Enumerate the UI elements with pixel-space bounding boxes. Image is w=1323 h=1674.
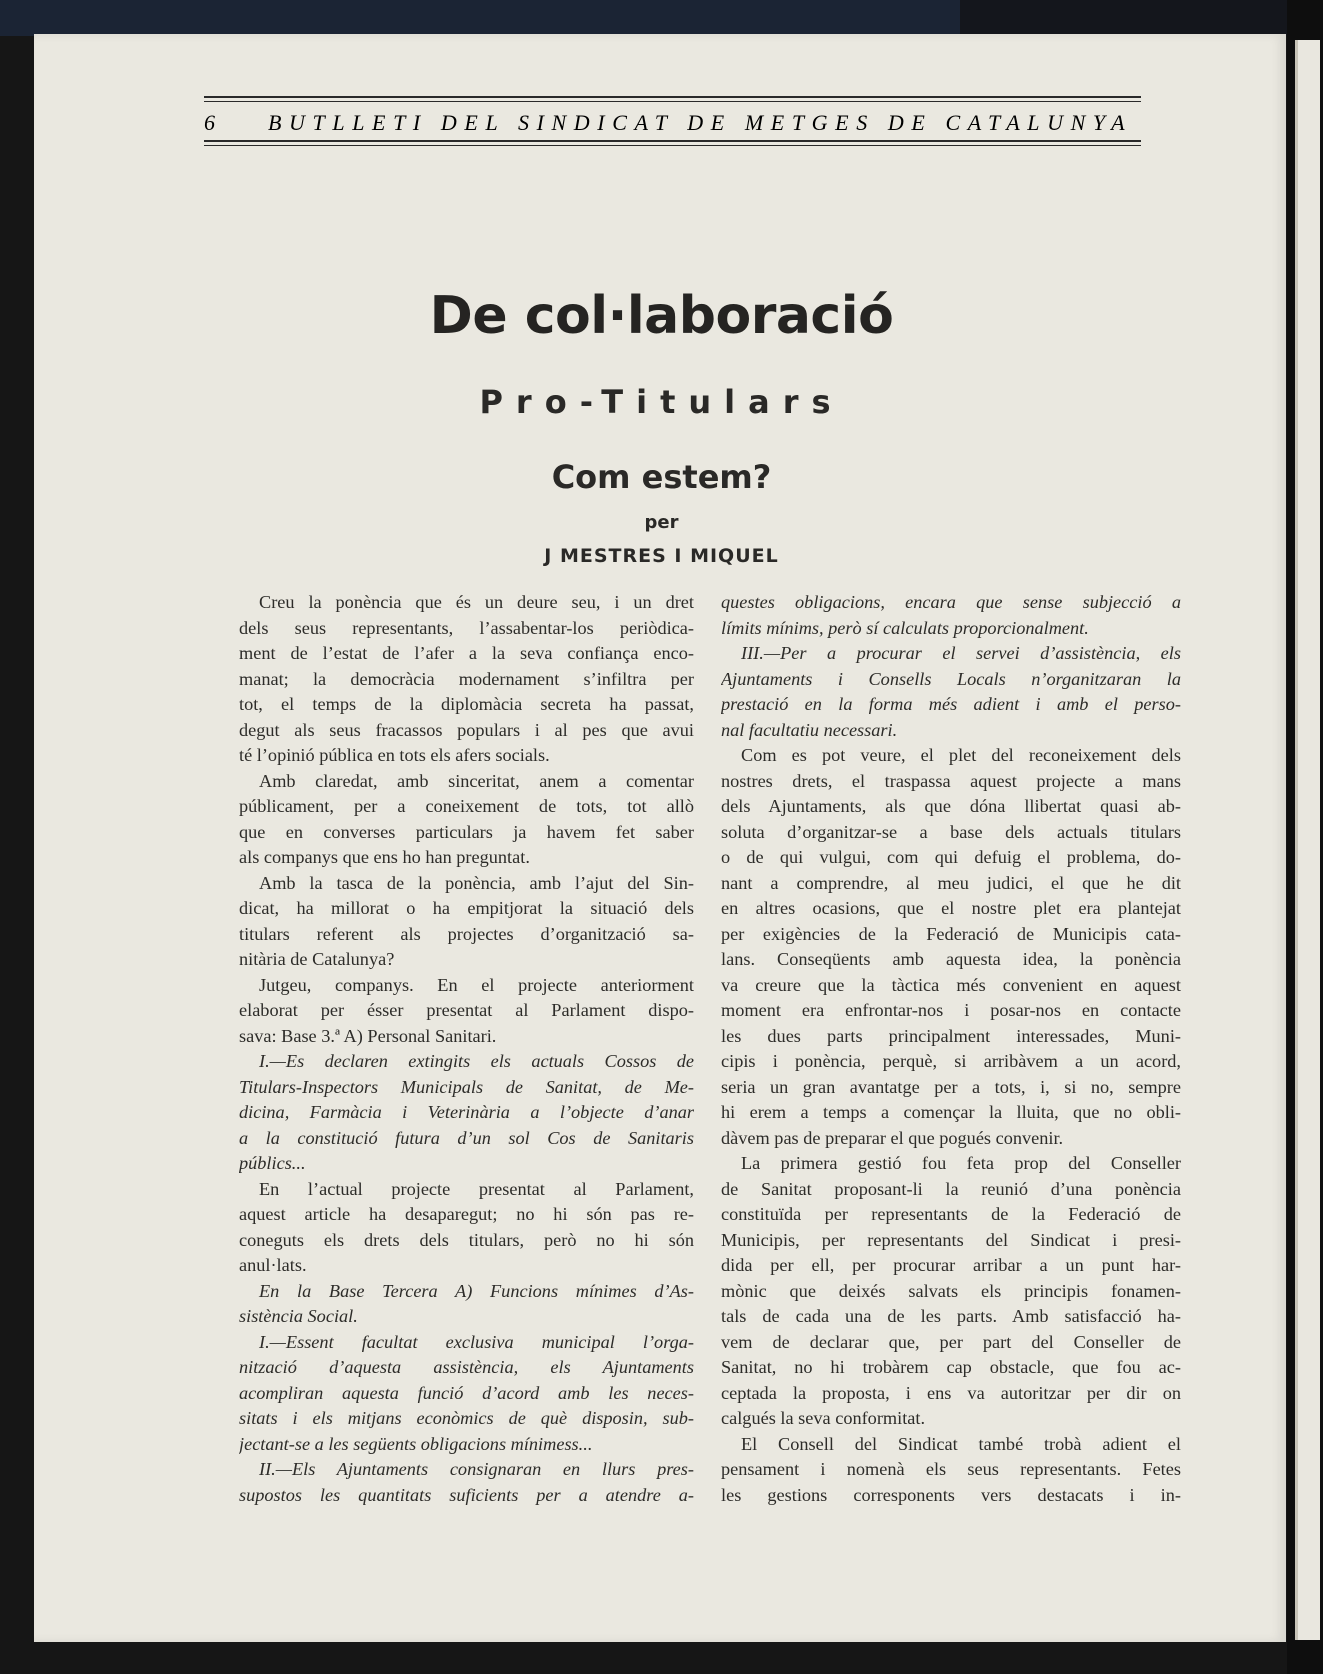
text-line: dicina, Farmàcia i Veterinària a l’objecte d’anar [239, 1102, 694, 1122]
journal-title: BUTLLETI DEL SINDICAT DE METGES DE CATALUNYA [268, 110, 1133, 135]
text-line: pensament i nomenà els seus representants. Fetes [721, 1459, 1181, 1479]
scan-cover-strip [0, 0, 960, 36]
text-line: dicat, ha millorat o ha empitjorat la situació dels [239, 898, 694, 918]
byline-prefix: per [644, 512, 679, 533]
text-line: Jutgeu, companys. En el projecte anteriorment [259, 974, 694, 995]
text-line: I.—Essent facultat exclusiva municipal l’orga- [259, 1331, 694, 1352]
text-line: té l’opinió pública en tots els afers socials. [239, 745, 550, 765]
text-line: constituïda per representants de la Federació de [721, 1204, 1181, 1224]
text-line: les dues parts principalment interessades, Muni- [721, 1025, 1181, 1046]
text-line: Titulars-Inspectors Municipals de Sanitat, de Me- [239, 1076, 694, 1097]
text-line: dels Ajuntaments, als que dóna llibertat quasi ab- [721, 796, 1181, 816]
text-line: dels seus representants, l’assabentar-los periòdica- [239, 617, 694, 638]
author-name: J MESTRES I MIQUEL [544, 545, 779, 567]
text-line: III.—Per a procurar el servei d’assistència, els [741, 643, 1181, 663]
page-number: 6 [204, 110, 215, 135]
text-line: acompliran aquesta funció d’acord amb les neces- [239, 1382, 694, 1403]
text-line: Amb claredat, amb sinceritat, anem a comentar [259, 770, 694, 791]
text-line: lans. Conseqüents amb aquesta idea, la ponència [721, 949, 1181, 969]
text-line: públicament, per a coneixement de tots, tot allò [239, 796, 694, 816]
text-line: que en converses particulars ja havem fet saber [239, 821, 694, 842]
text-line: El Consell del Sindicat també trobà adient el [741, 1433, 1181, 1454]
text-line: Amb la tasca de la ponència, amb l’ajut del Sin- [259, 872, 694, 893]
text-line: nostres drets, el traspassa aquest projecte a mans [721, 770, 1181, 791]
text-line: moment era enfrontar-nos i posar-nos en contacte [721, 1000, 1181, 1020]
text-line: supostos les quantitats suficients per a atendre a- [239, 1484, 694, 1505]
running-header [204, 96, 1141, 146]
topic-heading: Pro-Titulars [479, 383, 844, 421]
text-line: La primera gestió fou feta prop del Conseller [741, 1153, 1181, 1173]
text-line: sava: Base 3.ª A) Personal Sanitari. [239, 1025, 497, 1046]
text-line: prestació en la forma més adient i amb el perso- [721, 694, 1181, 714]
text-line: o de qui vulgui, com qui defuig el problema, do- [721, 847, 1181, 867]
text-line: nal facultatiu necessari. [721, 719, 898, 740]
text-line: questes obligacions, encara que sense subjecció a [721, 592, 1181, 612]
header-rule-bottom [204, 140, 1141, 146]
text-line: Sanitat, no hi trobàrem cap obstacle, que fou ac- [721, 1357, 1181, 1377]
text-line: I.—Es declaren extingits els actuals Cossos de [259, 1051, 694, 1071]
text-line: als companys que ens ho han preguntat. [239, 847, 530, 867]
text-line: Municipis, per representants del Sindicat i presi- [721, 1229, 1181, 1250]
text-line: hi erem a temps a començar la lluita, que no obli- [721, 1102, 1181, 1122]
text-line: tot, el temps de la diplomàcia secreta ha passat, [239, 694, 694, 714]
text-line: nitària de Catalunya? [239, 949, 395, 969]
text-line: a la constitució futura d’un sol Cos de Sanitaris [239, 1127, 694, 1148]
text-line: anul·lats. [239, 1255, 307, 1275]
text-line: en altres ocasions, que el nostre plet era plantejat [721, 898, 1181, 918]
text-line: de Sanitat proposant-li la reunió d’una ponència [721, 1178, 1181, 1199]
text-line: per exigències de la Federació de Municipis cata- [721, 923, 1181, 944]
text-line: Com es pot veure, el plet del reconeixement dels [741, 745, 1181, 765]
text-line: vem de declarar que, per part del Conseller de [721, 1331, 1181, 1352]
adjacent-page-edge [1295, 40, 1320, 1640]
scan-top-edge [0, 0, 1323, 36]
text-line: les gestions corresponents vers destacats i in- [721, 1484, 1181, 1505]
text-line: nització d’aquesta assistència, els Ajuntaments [239, 1357, 694, 1377]
text-line: mònic que deixés salvats els principis fonamen- [721, 1280, 1181, 1301]
text-line: seria un gran avantatge per a tots, i, si no, sempre [721, 1076, 1181, 1097]
text-line: límits mínims, però sí calculats proporcionalment. [721, 617, 1089, 638]
text-line: coneguts els drets dels titulars, però no hi són [239, 1229, 694, 1250]
article-title: Com estem? [551, 458, 772, 496]
text-line: va creure que la tàctica més convenient en aquest [721, 974, 1181, 995]
text-line: dàvem pas de preparar el que pogués convenir. [721, 1127, 1064, 1148]
text-line: sistència Social. [239, 1306, 358, 1326]
text-line: II.—Els Ajuntaments consignaran en llurs pres- [259, 1459, 694, 1479]
text-line: nant a comprendre, al meu judici, el que he dit [721, 872, 1181, 893]
text-line: ceptada la proposta, i ens va autoritzar per dir on [721, 1382, 1181, 1403]
scan-right-edge [1287, 0, 1323, 1674]
section-heading: De col·laboració [429, 286, 894, 346]
text-line: aquest article ha desaparegut; no hi són pas re- [239, 1204, 694, 1224]
text-line: calgués la seva conformitat. [721, 1408, 926, 1428]
text-line: manat; la democràcia modernament s’infiltra per [239, 668, 694, 689]
text-line: sitats i els mitjans econòmics de què disposin, sub- [239, 1408, 694, 1428]
text-line: En l’actual projecte presentat al Parlament, [259, 1178, 694, 1199]
text-line: ment de l’estat de l’afer a la seva confiança enco- [239, 643, 694, 663]
text-line: jectant-se a les següents obligacions mínimess... [239, 1433, 593, 1454]
right-column [721, 590, 1181, 1508]
text-line: elaborat per ésser presentat al Parlament dispo- [239, 1000, 694, 1020]
text-line: cipis i ponència, perquè, si arribàvem a un acord, [721, 1051, 1181, 1071]
text-line: titulars referent als projectes d’organització sa- [239, 923, 694, 944]
text-line: degut als seus fracassos populars i al pes que avui [239, 719, 694, 740]
text-line: dida per ell, per procurar arribar a un punt har- [721, 1255, 1181, 1275]
text-line: Ajuntaments i Consells Locals n’organitzaran la [721, 668, 1181, 689]
text-line: públics... [239, 1153, 306, 1173]
text-line: Creu la ponència que és un deure seu, i un dret [259, 592, 694, 612]
text-line: En la Base Tercera A) Funcions mínimes d’As- [259, 1280, 694, 1301]
text-line: tals de cada una de les parts. Amb satisfacció ha- [721, 1306, 1181, 1326]
left-column [239, 590, 694, 1508]
text-line: soluta d’organitzar-se a base dels actuals titulars [721, 821, 1181, 842]
